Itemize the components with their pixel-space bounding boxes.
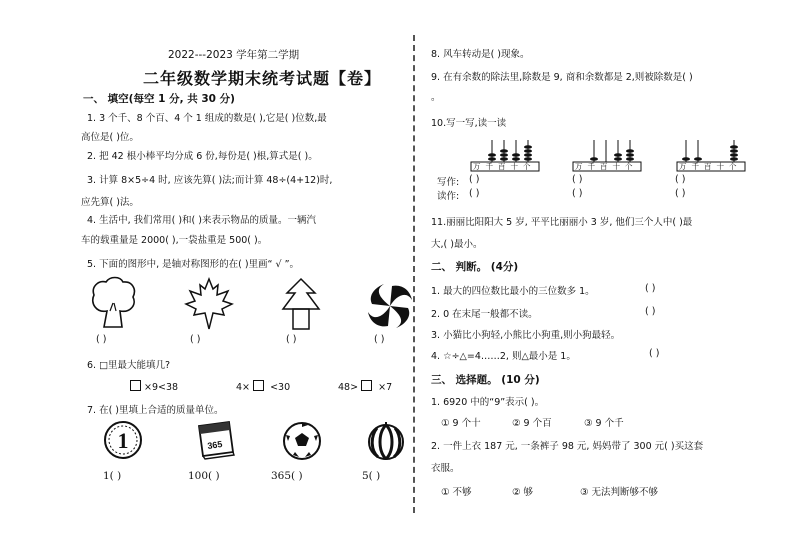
judge-2: 2. 0 在末尾一般都不读。: [431, 309, 538, 320]
choice-1-option-1[interactable]: ① 9 个十: [441, 418, 481, 429]
question-3-line-1: 3. 计算 8×5÷4 时, 应该先算( )法;而计算 48÷(4+12)时,: [87, 175, 333, 186]
question-7: 7. 在( )里填上合适的质量单位。: [87, 405, 224, 416]
choice-2-option-1[interactable]: ① 不够: [441, 487, 472, 498]
calendar-image: [193, 420, 235, 460]
section-choice-title: 三、 选择题。 (10 分): [431, 374, 540, 386]
question-9: 9. 在有余数的除法里,除数是 9, 商和余数都是 2,则被除数是( ): [431, 72, 693, 83]
column-divider: [413, 35, 415, 513]
maple-leaf-shape: [184, 277, 234, 331]
question-11-line-1: 11.丽丽比阳阳大 5 岁, 平平比丽丽小 3 岁, 他们三个人中( )最: [431, 217, 693, 228]
judge-2-blank[interactable]: ( ): [645, 306, 656, 317]
svg-text:365: 365: [206, 439, 223, 452]
choice-2-line-2: 衣服。: [431, 463, 460, 474]
q6-expression-1: ×9<38: [130, 380, 178, 393]
judge-1-blank[interactable]: ( ): [645, 283, 656, 294]
section-judge-title: 二、 判断。 (4分): [431, 261, 519, 273]
page-title: 二年级数学期末统考试题【卷】: [143, 69, 382, 88]
section-fill-in-title: 一、 填空(每空 1 分, 共 30 分): [83, 93, 235, 105]
read-label: 读作:: [437, 191, 460, 202]
abacus-3-labels: 万千百十个: [679, 162, 742, 171]
question-1-line-1: 1. 3 个千、8 个百、4 个 1 组成的数是( ),它是( )位数,最: [87, 113, 327, 124]
abacus-1: [470, 134, 540, 172]
question-10: 10.写一写,读一读: [431, 118, 507, 129]
q5-answer-2[interactable]: ( ): [190, 334, 201, 345]
blank-box[interactable]: [130, 380, 141, 391]
q6-expression-3: 48> ×7: [338, 382, 393, 393]
q7-label-ball[interactable]: 365( ): [271, 470, 303, 482]
choice-2-line-1: 2. 一件上衣 187 元, 一条裤子 98 元, 妈妈带了 300 元( )买这套: [431, 441, 704, 452]
blank-box[interactable]: [361, 380, 372, 391]
choice-1-option-2[interactable]: ② 9 个百: [512, 418, 552, 429]
abacus-3-read-blank[interactable]: ( ): [675, 188, 686, 199]
tower-shape: [279, 277, 323, 333]
write-label: 写作:: [437, 177, 460, 188]
question-1-line-2: 高位是( )位。: [81, 132, 139, 143]
question-2: 2. 把 42 根小棒平均分成 6 份,每份是( )根,算式是( )。: [87, 151, 318, 162]
abacus-3-write-blank[interactable]: ( ): [675, 174, 686, 185]
soccer-ball-image: [282, 421, 322, 461]
abacus-1-labels: 万千百十个: [473, 162, 536, 171]
question-5: 5. 下面的图形中, 是轴对称图形的在( )里画“ √ ”。: [87, 259, 299, 270]
question-4-line-2: 车的载重量是 2000( ),一袋盐重是 500( )。: [81, 235, 268, 246]
tree-shape: [88, 277, 138, 333]
judge-3: 3. 小猫比小狗轻,小熊比小狗重,则小狗最轻。: [431, 330, 621, 341]
choice-2-option-3[interactable]: ③ 无法判断够不够: [580, 487, 659, 498]
q5-answer-3[interactable]: ( ): [286, 334, 297, 345]
pinwheel-shape: [366, 282, 414, 330]
q5-answer-1[interactable]: ( ): [96, 334, 107, 345]
q7-label-watermelon[interactable]: 5( ): [362, 470, 381, 482]
choice-1: 1. 6920 中的“9”表示( )。: [431, 397, 545, 408]
abacus-2-read-blank[interactable]: ( ): [572, 188, 583, 199]
svg-text:1: 1: [117, 428, 129, 453]
choice-2-option-2[interactable]: ② 够: [512, 487, 534, 498]
abacus-2-labels: 万千百十个: [575, 162, 638, 171]
watermelon-image: [366, 421, 406, 461]
abacus-3: [676, 134, 746, 172]
question-8: 8. 风车转动是( )现象。: [431, 49, 530, 60]
abacus-2-write-blank[interactable]: ( ): [572, 174, 583, 185]
judge-4: 4. ☆÷△=4……2, 则△最小是 1。: [431, 351, 576, 362]
abacus-1-write-blank[interactable]: ( ): [469, 174, 480, 185]
blank-box[interactable]: [253, 380, 264, 391]
judge-1: 1. 最大的四位数比最小的三位数多 1。: [431, 286, 595, 297]
question-11-line-2: 大,( )最小。: [431, 239, 483, 250]
q5-answer-4[interactable]: ( ): [374, 334, 385, 345]
choice-1-option-3[interactable]: ③ 9 个千: [584, 418, 624, 429]
term-line: 2022---2023 学年第二学期: [168, 49, 300, 61]
judge-4-blank[interactable]: ( ): [649, 348, 660, 359]
abacus-2: [572, 134, 642, 172]
q7-label-calendar[interactable]: 100( ): [188, 470, 220, 482]
q7-label-coin[interactable]: 1( ): [103, 470, 122, 482]
question-3-line-2: 应先算( )法。: [81, 197, 139, 208]
q6-expression-2: 4× <30: [236, 382, 291, 393]
question-4-line-1: 4. 生活中, 我们常用( )和( )来表示物品的质量。一辆汽: [87, 215, 316, 226]
question-6: 6. □里最大能填几?: [87, 360, 171, 371]
question-9-end: 。: [431, 92, 441, 103]
coin-image: [103, 420, 143, 460]
abacus-1-read-blank[interactable]: ( ): [469, 188, 480, 199]
